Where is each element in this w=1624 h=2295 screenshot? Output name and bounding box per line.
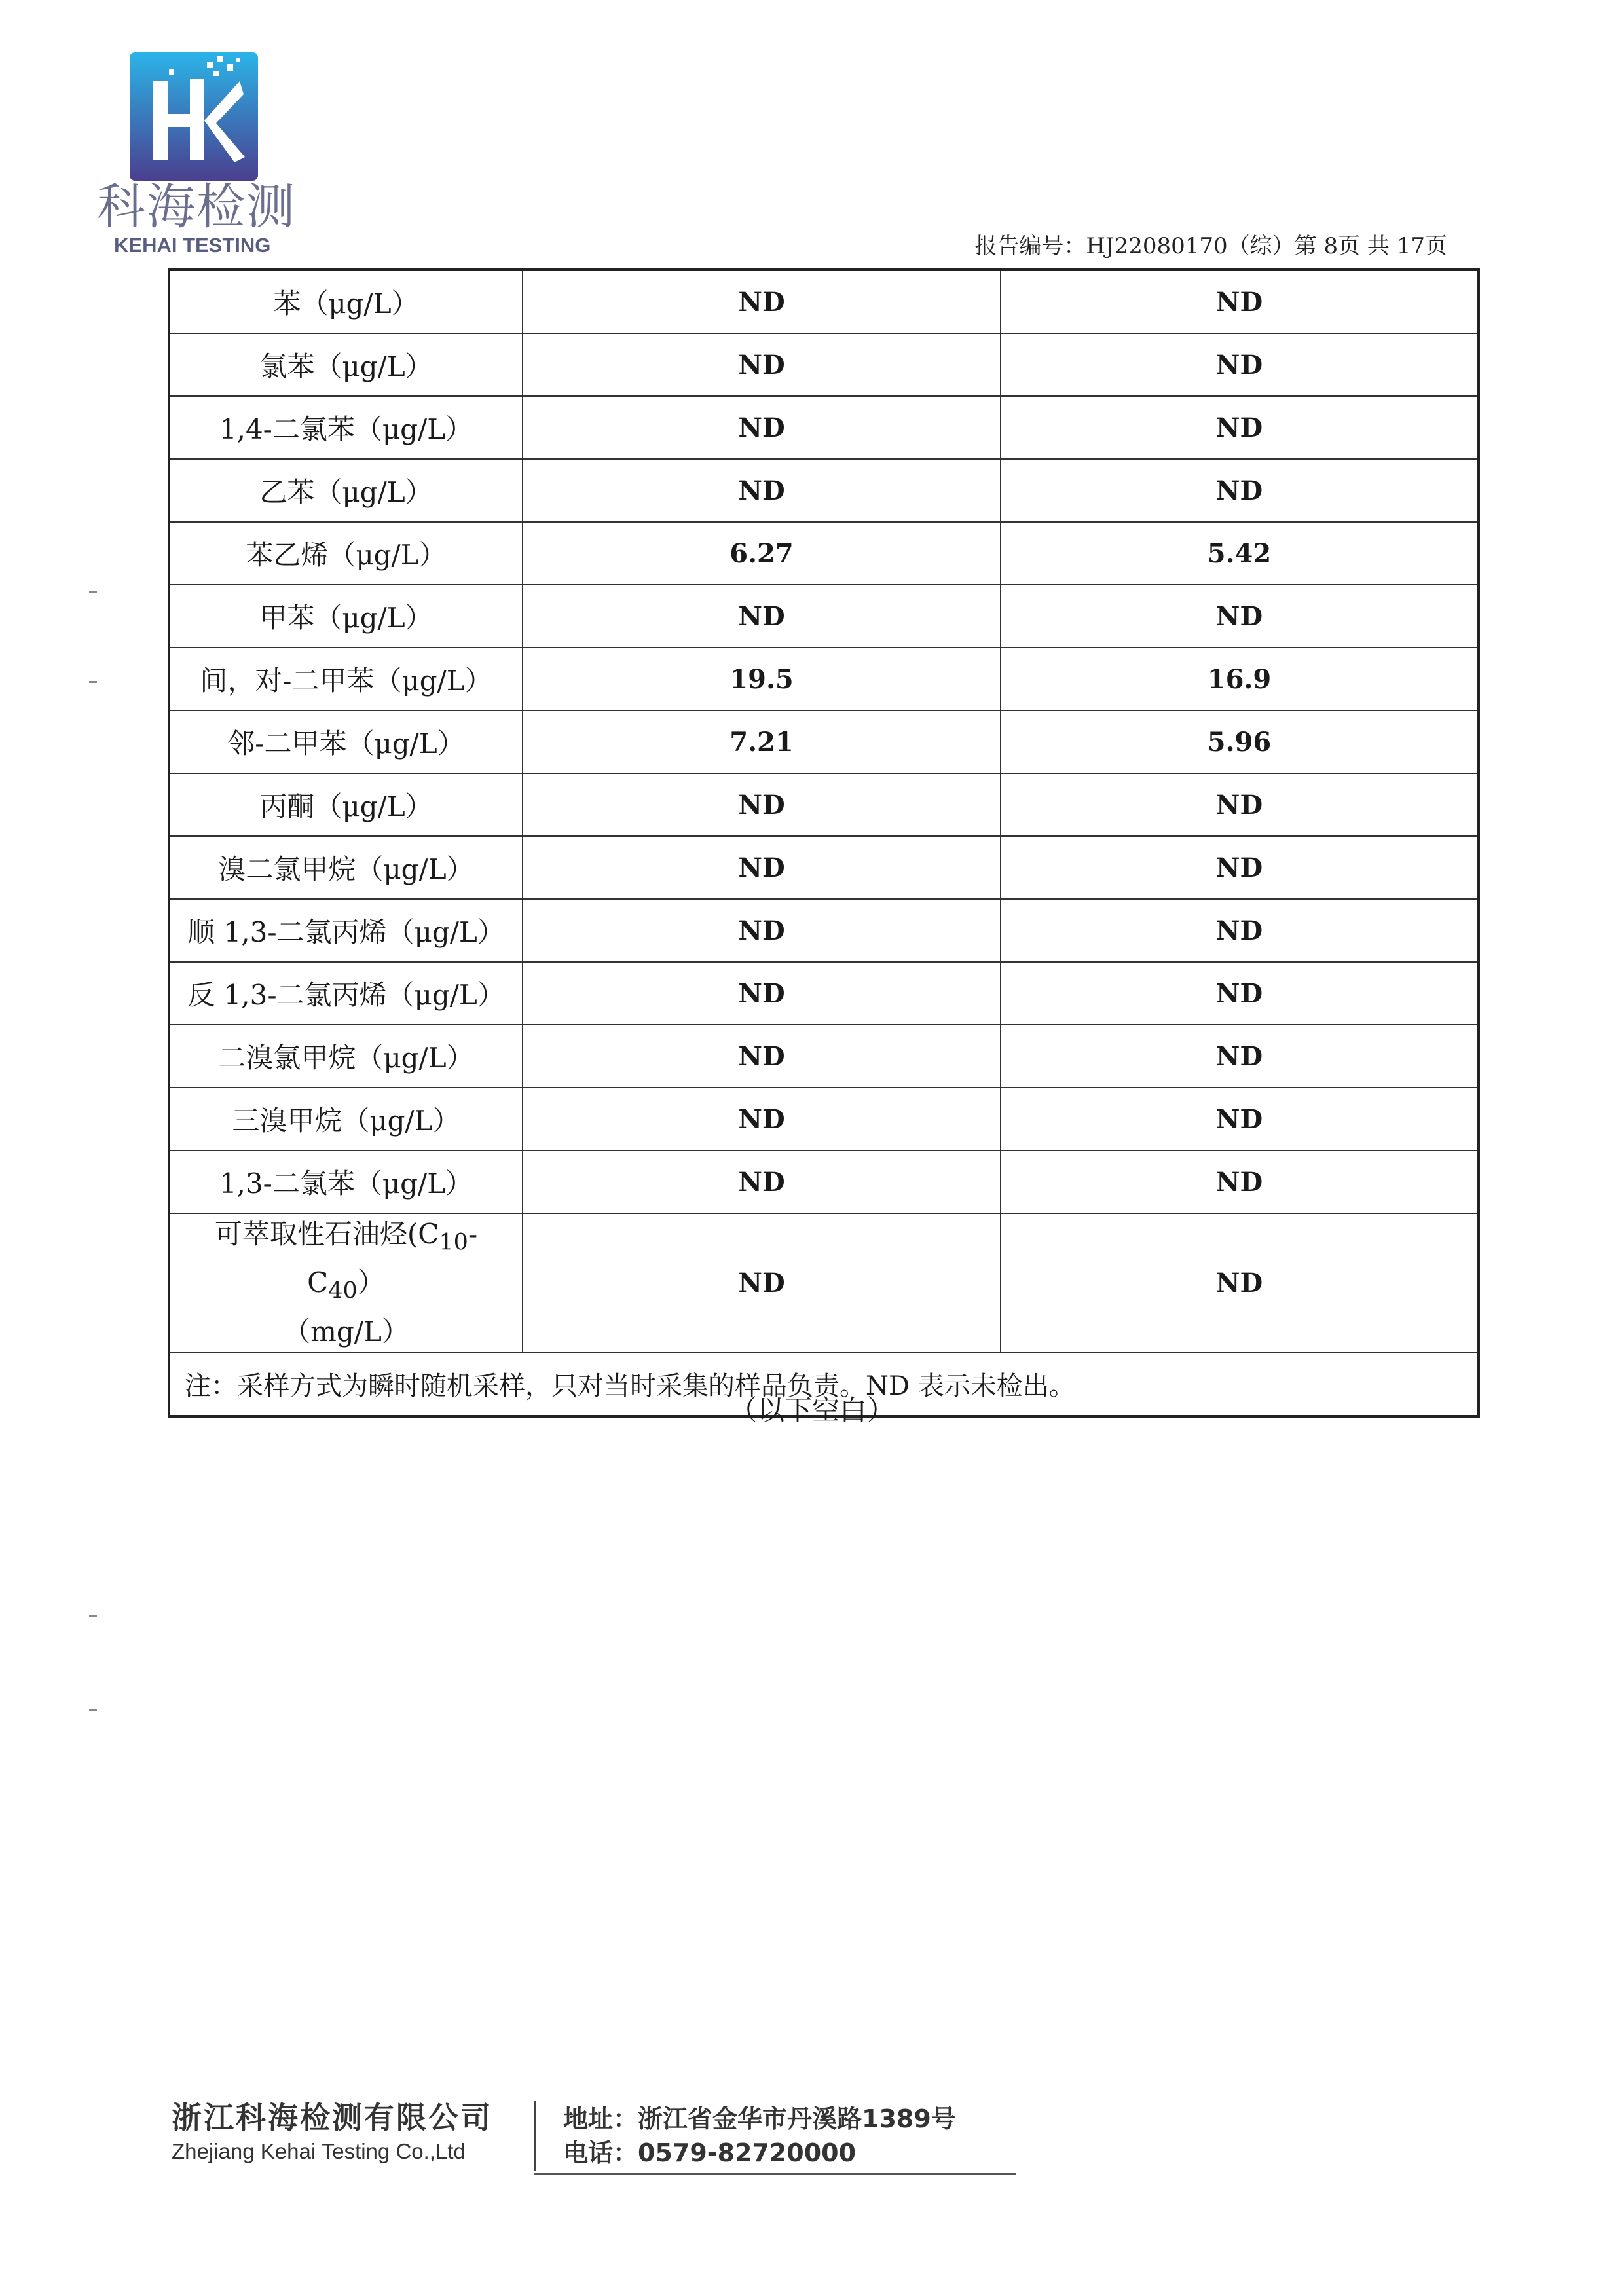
- table-note: 注：采样方式为瞬时随机采样，只对当时采集的样品负责。ND 表示未检出。: [169, 1353, 1479, 1416]
- value-cell-1: ND: [523, 1150, 1001, 1213]
- value-cell-1: 19.5: [523, 648, 1001, 710]
- value-cell-2: ND: [1001, 1150, 1479, 1213]
- value-cell-2: ND: [1001, 962, 1479, 1025]
- value-cell-1: ND: [523, 1213, 1001, 1353]
- footer-contact: [563, 2102, 1022, 2170]
- footer-company: [172, 2098, 525, 2166]
- value-cell-1: 6.27: [523, 522, 1001, 585]
- parameter-cell: 邻-二甲苯（μg/L）: [169, 710, 523, 773]
- value-cell-2: ND: [1001, 333, 1479, 396]
- footer-underline: [534, 2173, 1016, 2175]
- report-number: 报告编号：HJ22080170（综）第 8页 共 17页: [974, 233, 1447, 259]
- param-line1-mid: - C: [307, 1218, 478, 1299]
- value-cell-2: ND: [1001, 1025, 1479, 1088]
- value-cell-1: ND: [523, 333, 1001, 396]
- parameter-cell: 氯苯（μg/L）: [169, 333, 523, 396]
- results-table: [168, 268, 1480, 1418]
- value-cell-2: ND: [1001, 270, 1479, 333]
- parameter-cell: 顺 1,3-二氯丙烯（μg/L）: [169, 899, 523, 962]
- table-row: [169, 710, 1479, 773]
- value-cell-1: ND: [523, 836, 1001, 899]
- value-cell-2: ND: [1001, 585, 1479, 648]
- footer-divider: [534, 2101, 536, 2171]
- results-body: [169, 270, 1479, 1213]
- parameter-cell: 1,4-二氯苯（μg/L）: [169, 396, 523, 459]
- margin-tick: [89, 591, 97, 593]
- table-row: [169, 1213, 1479, 1353]
- value-cell-2: 16.9: [1001, 648, 1479, 710]
- kehai-logo-icon: [130, 52, 258, 181]
- logo-name-en: KEHAI TESTING: [114, 234, 271, 257]
- table-row: [169, 1088, 1479, 1150]
- company-address: 地址：浙江省金华市丹溪路1389号: [563, 2104, 956, 2133]
- parameter-cell: 二溴氯甲烷（μg/L）: [169, 1025, 523, 1088]
- value-cell-2: ND: [1001, 836, 1479, 899]
- logo-name-cn: 科海检测: [97, 179, 296, 235]
- param-line1-prefix: 可萃取性石油烃(C: [214, 1218, 439, 1250]
- parameter-cell: 三溴甲烷（μg/L）: [169, 1088, 523, 1150]
- table-row: [169, 648, 1479, 710]
- value-cell-2: 5.42: [1001, 522, 1479, 585]
- company-name-cn: 浙江科海检测有限公司: [172, 2100, 492, 2135]
- table-row: [169, 396, 1479, 459]
- value-cell-2: 5.96: [1001, 710, 1479, 773]
- parameter-cell: 1,3-二氯苯（μg/L）: [169, 1150, 523, 1213]
- value-cell-1: ND: [523, 899, 1001, 962]
- parameter-cell: 反 1,3-二氯丙烯（μg/L）: [169, 962, 523, 1025]
- value-cell-1: ND: [523, 962, 1001, 1025]
- parameter-cell: 苯乙烯（μg/L）: [169, 522, 523, 585]
- value-cell-1: ND: [523, 585, 1001, 648]
- value-cell-2: ND: [1001, 1213, 1479, 1353]
- param-subscript-1: 10: [439, 1229, 468, 1256]
- param-subscript-2: 40: [328, 1277, 358, 1304]
- table-row: [169, 459, 1479, 522]
- parameter-cell: 苯（μg/L）: [169, 270, 523, 333]
- value-cell-1: ND: [523, 1025, 1001, 1088]
- table-row: [169, 836, 1479, 899]
- value-cell-2: ND: [1001, 396, 1479, 459]
- table-row: [169, 333, 1479, 396]
- table-row: [169, 773, 1479, 836]
- parameter-cell: 乙苯（μg/L）: [169, 459, 523, 522]
- margin-tick: [89, 681, 97, 683]
- value-cell-1: ND: [523, 396, 1001, 459]
- value-cell-2: ND: [1001, 459, 1479, 522]
- table-row: [169, 522, 1479, 585]
- margin-tick: [89, 1709, 97, 1711]
- value-cell-1: ND: [523, 459, 1001, 522]
- value-cell-2: ND: [1001, 773, 1479, 836]
- value-cell-2: ND: [1001, 899, 1479, 962]
- value-cell-1: ND: [523, 270, 1001, 333]
- blank-below-note: （以下空白）: [729, 1394, 895, 1426]
- table-row: [169, 585, 1479, 648]
- table-row: [169, 899, 1479, 962]
- value-cell-2: ND: [1001, 1088, 1479, 1150]
- parameter-cell: 丙酮（μg/L）: [169, 773, 523, 836]
- value-cell-1: ND: [523, 773, 1001, 836]
- margin-tick: [89, 1615, 97, 1617]
- table-row: [169, 1025, 1479, 1088]
- parameter-cell: 溴二氯甲烷（μg/L）: [169, 836, 523, 899]
- table-row: [169, 270, 1479, 333]
- table-row: [169, 962, 1479, 1025]
- param-line2: （mg/L）: [283, 1315, 409, 1348]
- company-name-en: Zhejiang Kehai Testing Co.,Ltd: [172, 2139, 466, 2163]
- parameter-cell: 甲苯（μg/L）: [169, 585, 523, 648]
- company-phone: 电话：0579-82720000: [563, 2139, 857, 2167]
- parameter-cell: 间，对-二甲苯（μg/L）: [169, 648, 523, 710]
- table-row: [169, 1150, 1479, 1213]
- param-line1-suffix: ）: [357, 1266, 385, 1299]
- value-cell-1: 7.21: [523, 710, 1001, 773]
- value-cell-1: ND: [523, 1088, 1001, 1150]
- parameter-cell: [169, 1213, 523, 1353]
- company-logo: [92, 47, 301, 257]
